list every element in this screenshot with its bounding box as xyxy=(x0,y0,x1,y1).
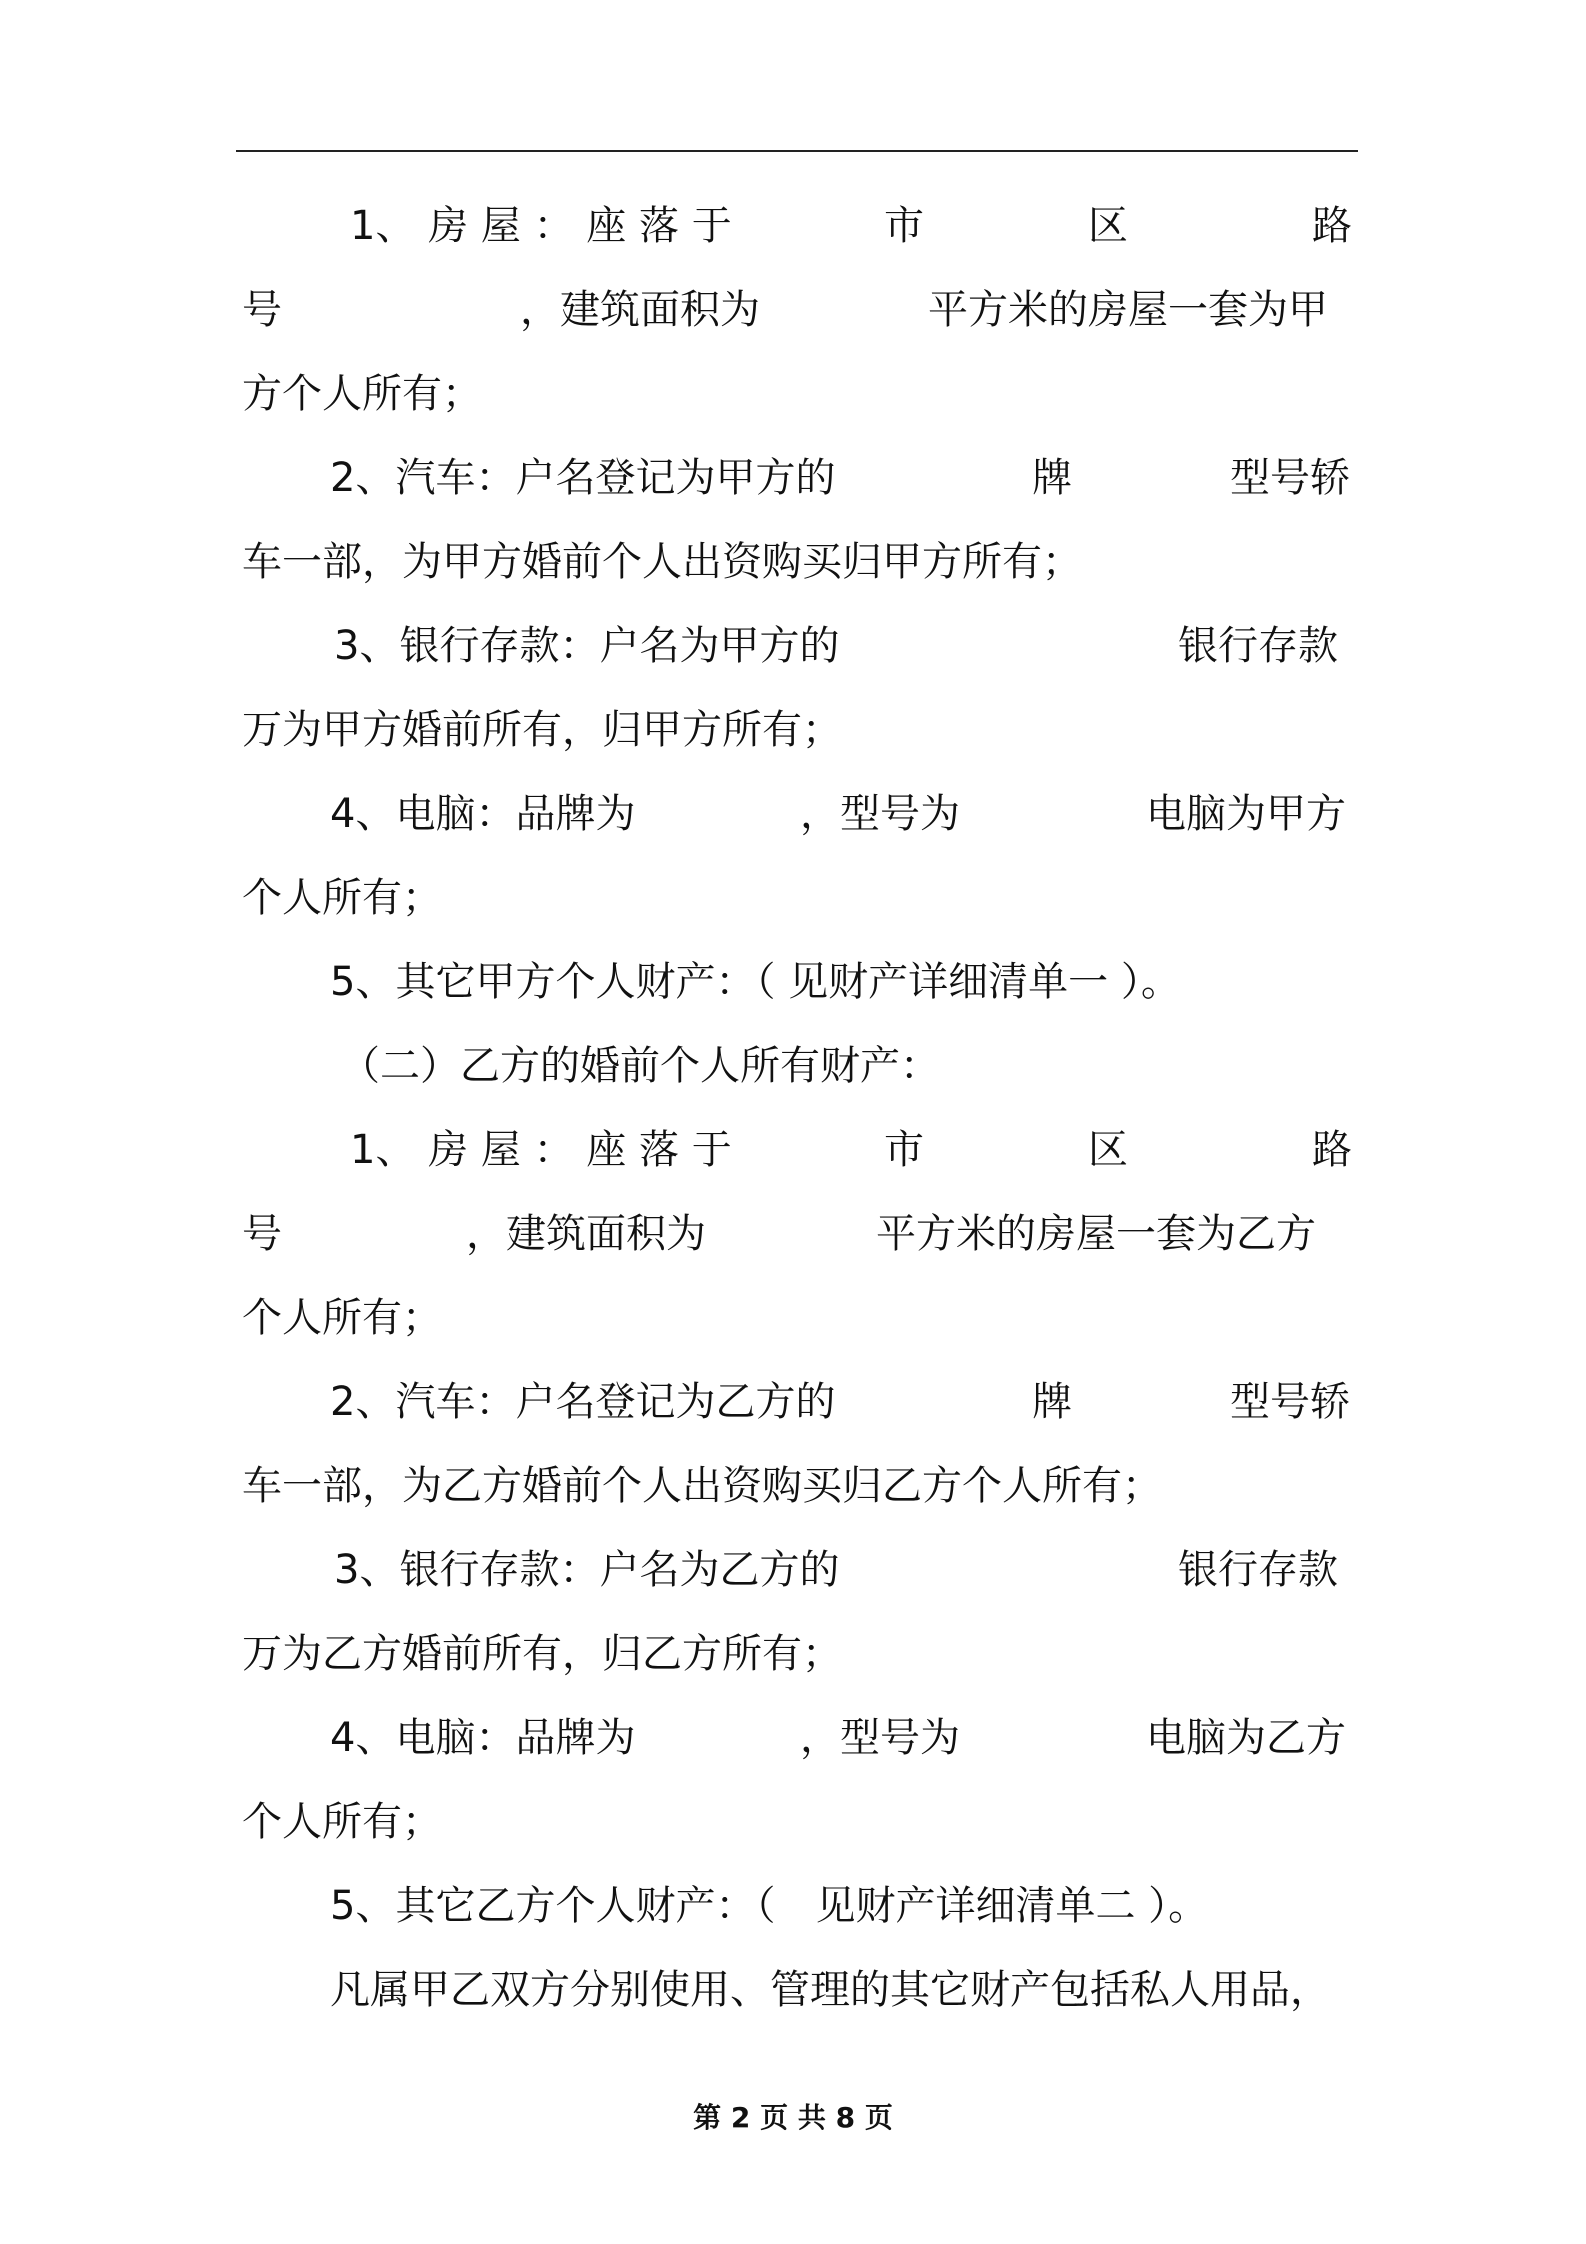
text-line xyxy=(0,1372,1586,1432)
text-line xyxy=(0,364,1586,424)
text-segment: 路 xyxy=(1312,203,1352,249)
text-segment: 5、其它乙方个人财产：（ 见财产详细清单二 ）。 xyxy=(330,1883,1209,1929)
text-line xyxy=(0,784,1586,844)
text-segment: 4、电脑：品牌为 xyxy=(330,1715,636,1761)
text-segment: 2、汽车：户名登记为乙方的 xyxy=(330,1379,836,1425)
header-rule xyxy=(236,150,1358,152)
text-segment: 2、汽车：户名登记为甲方的 xyxy=(330,455,836,501)
text-segment: 市 xyxy=(884,1127,924,1173)
text-segment: 路 xyxy=(1312,1127,1352,1173)
text-segment: 牌 xyxy=(1032,1379,1072,1425)
text-segment: 个人所有； xyxy=(242,1799,442,1845)
text-segment: ，型号为 xyxy=(800,791,960,837)
text-line xyxy=(0,1876,1586,1936)
text-segment: 型号轿 xyxy=(1230,455,1350,501)
text-line xyxy=(0,616,1586,676)
text-segment: 区 xyxy=(1088,1127,1128,1173)
text-line xyxy=(0,448,1586,508)
text-line xyxy=(0,280,1586,340)
text-segment: 车一部，为乙方婚前个人出资购买归乙方个人所有； xyxy=(242,1463,1162,1509)
text-segment: ，型号为 xyxy=(800,1715,960,1761)
text-line xyxy=(0,1288,1586,1348)
text-segment: 万为甲方婚前所有，归甲方所有； xyxy=(242,707,842,753)
text-line xyxy=(0,1792,1586,1852)
text-line xyxy=(0,532,1586,592)
text-segment: 个人所有； xyxy=(242,875,442,921)
text-line xyxy=(0,1456,1586,1516)
text-segment: 平方米的房屋一套为乙方 xyxy=(876,1211,1316,1257)
text-segment: 万为乙方婚前所有，归乙方所有； xyxy=(242,1631,842,1677)
page-number-footer: 第 2 页 共 8 页 xyxy=(693,2101,893,2134)
text-line xyxy=(0,700,1586,760)
text-line xyxy=(0,1708,1586,1768)
text-segment: 区 xyxy=(1088,203,1128,249)
text-segment: 号 xyxy=(242,287,282,333)
text-line xyxy=(0,868,1586,928)
text-segment: 银行存款 xyxy=(1178,623,1338,669)
text-segment: ，建筑面积为 xyxy=(466,1211,706,1257)
text-segment: 3、银行存款：户名为乙方的 xyxy=(334,1547,840,1593)
section-heading xyxy=(0,1036,1586,1096)
text-line xyxy=(0,196,1586,256)
text-segment: 电脑为乙方 xyxy=(1146,1715,1346,1761)
text-line xyxy=(0,1624,1586,1684)
text-segment: 电脑为甲方 xyxy=(1146,791,1346,837)
text-segment: 型号轿 xyxy=(1230,1379,1350,1425)
text-line xyxy=(0,1204,1586,1264)
text-segment: ，建筑面积为 xyxy=(520,287,760,333)
text-segment: 车一部，为甲方婚前个人出资购买归甲方所有； xyxy=(242,539,1082,585)
text-line xyxy=(0,1540,1586,1600)
text-segment: 银行存款 xyxy=(1178,1547,1338,1593)
text-line xyxy=(0,1960,1586,2020)
text-line xyxy=(0,1120,1586,1180)
text-segment: 市 xyxy=(884,203,924,249)
text-segment: 1、 房 屋 ： 座 落 于 xyxy=(350,1127,732,1173)
text-segment: 4、电脑：品牌为 xyxy=(330,791,636,837)
text-segment: 凡属甲乙双方分别使用、管理的其它财产包括私人用品， xyxy=(330,1967,1330,2013)
text-segment: 方个人所有； xyxy=(242,371,482,417)
text-segment: 牌 xyxy=(1032,455,1072,501)
text-line xyxy=(0,952,1586,1012)
text-segment: （二）乙方的婚前个人所有财产： xyxy=(340,1043,940,1089)
text-segment: 5、其它甲方个人财产：（ 见财产详细清单一 ）。 xyxy=(330,959,1181,1005)
text-segment: 个人所有； xyxy=(242,1295,442,1341)
text-segment: 3、银行存款：户名为甲方的 xyxy=(334,623,840,669)
text-segment: 平方米的房屋一套为甲 xyxy=(928,287,1328,333)
text-segment: 号 xyxy=(242,1211,282,1257)
text-segment: 1、 房 屋 ： 座 落 于 xyxy=(350,203,732,249)
